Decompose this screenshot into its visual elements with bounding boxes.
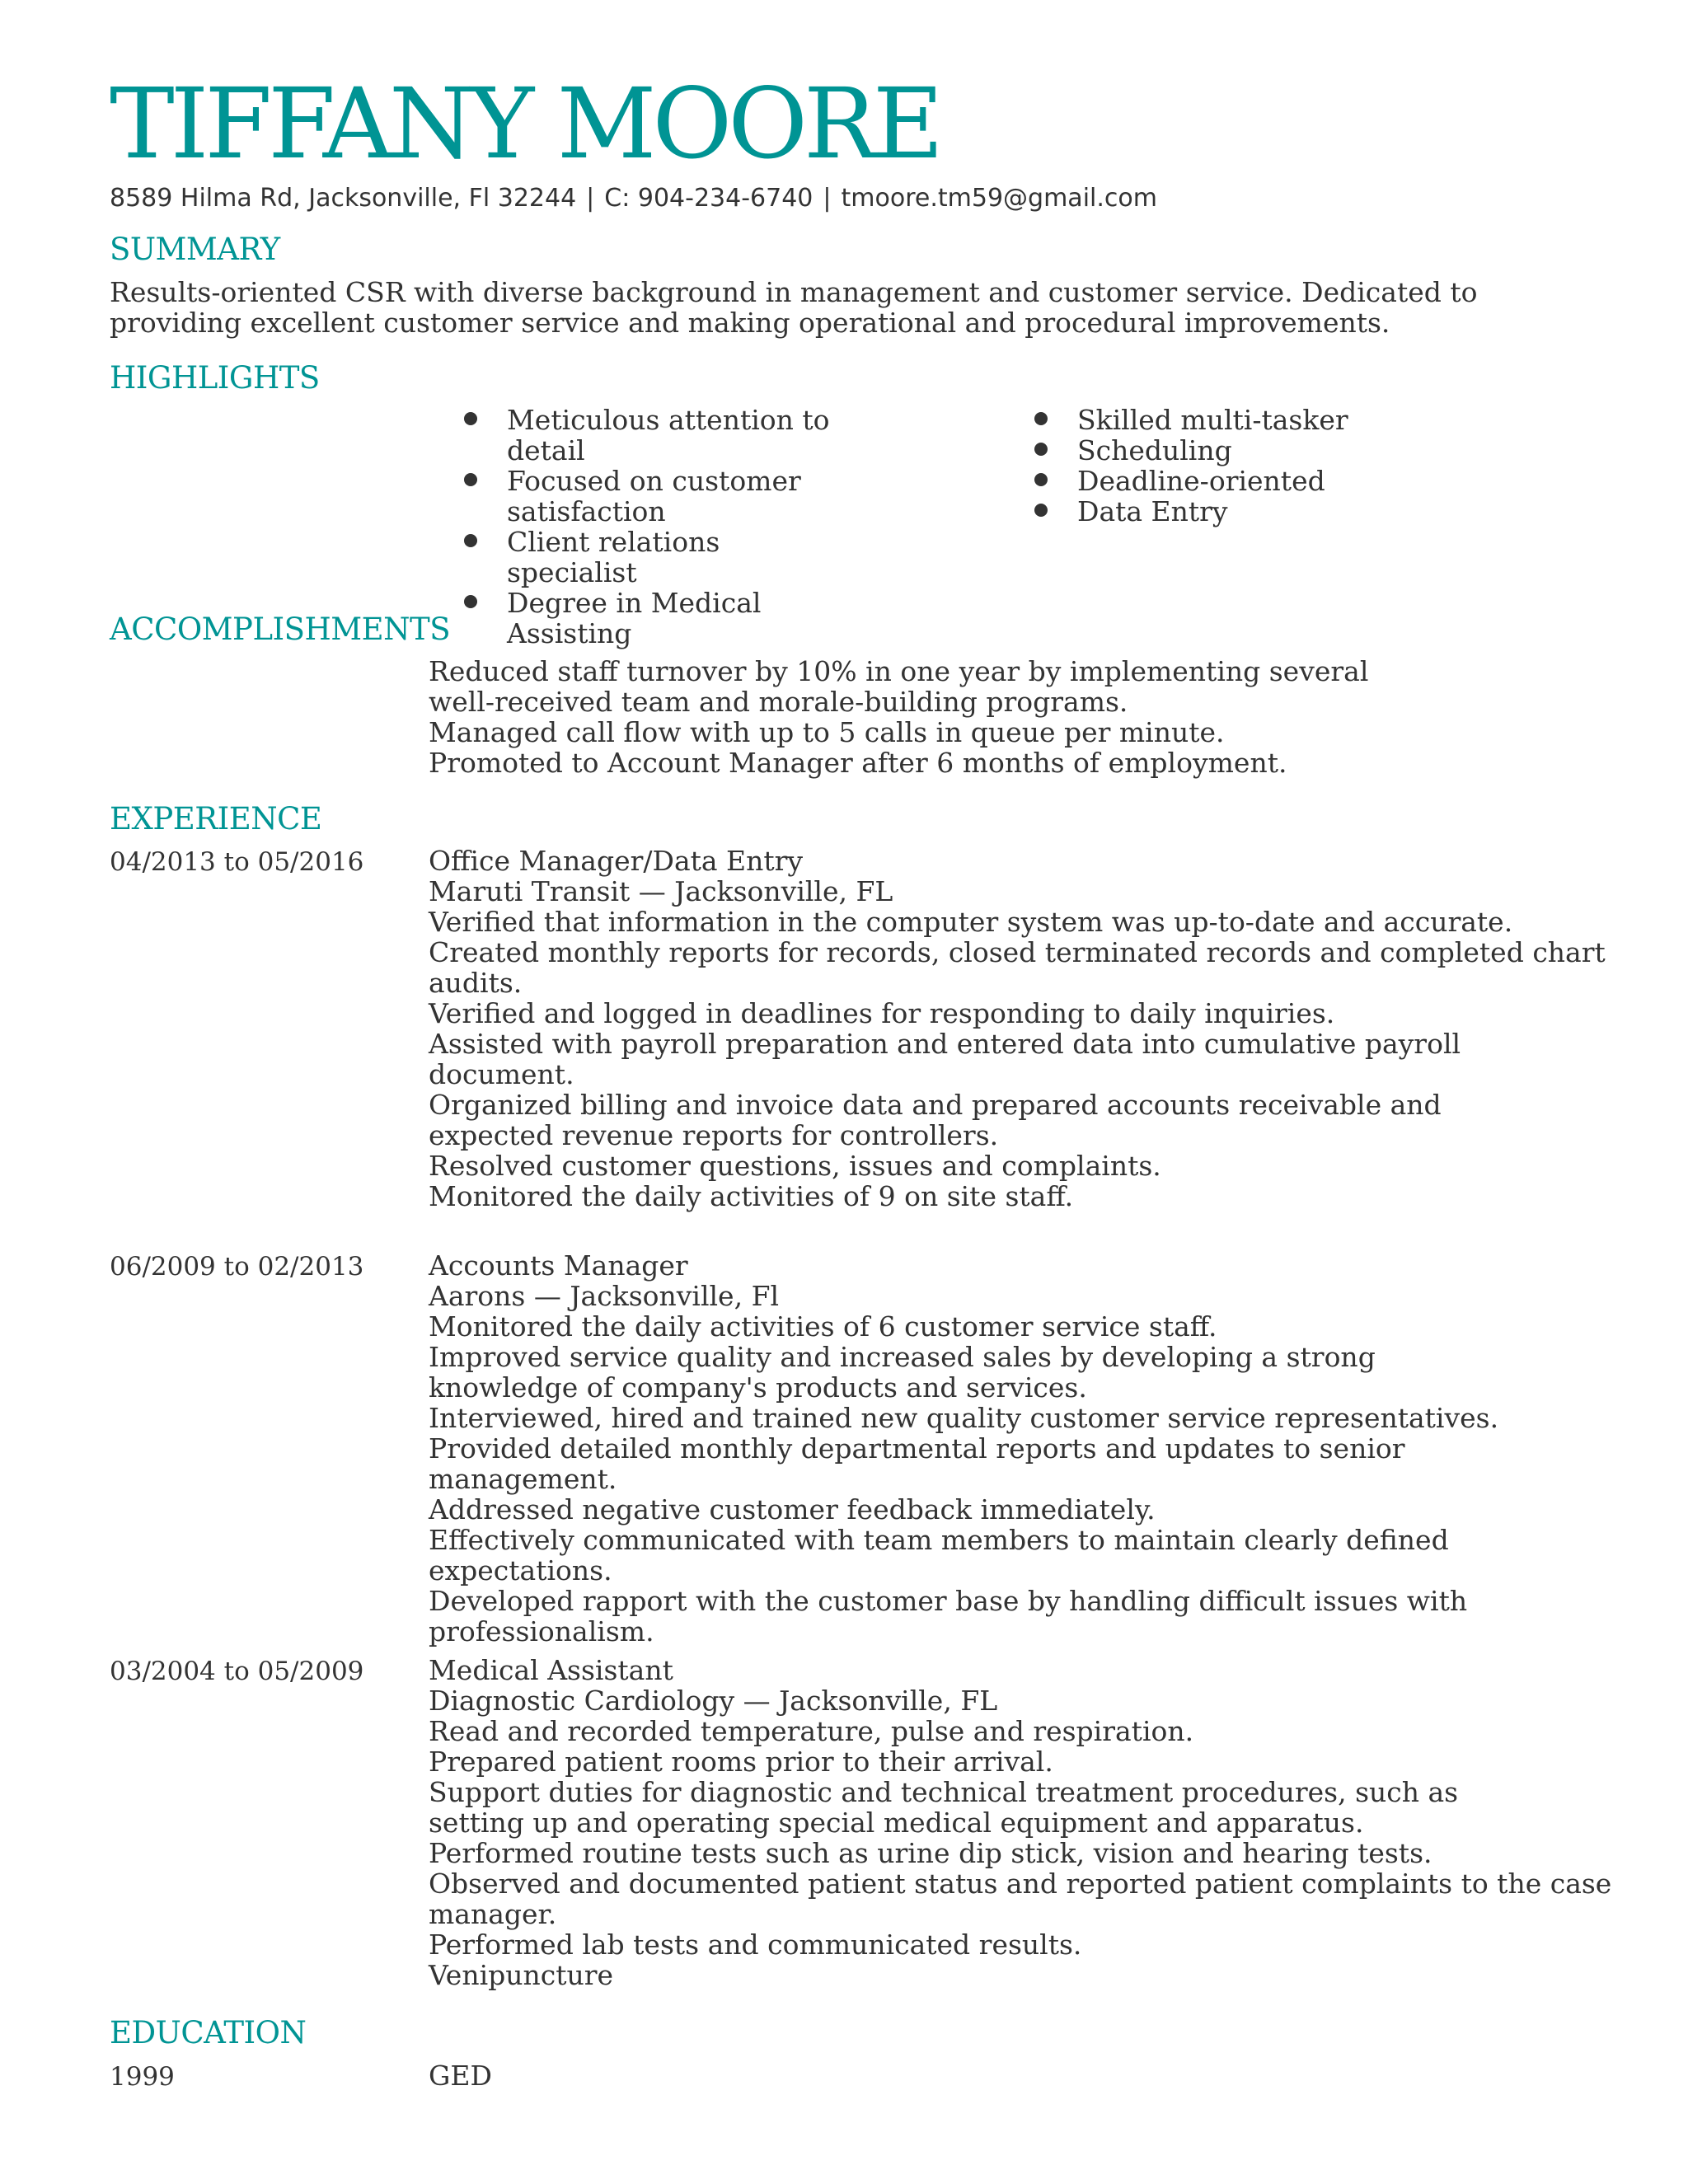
contact-separator: | <box>586 184 595 213</box>
highlights-right-column <box>1034 405 1414 649</box>
bullet-icon <box>1034 473 1048 486</box>
job-duty: Verified that information in the computer system was up-to-date and accurate. <box>429 906 1513 938</box>
education-year: 1999 <box>110 2062 175 2092</box>
job-entry <box>429 1250 1582 1647</box>
list-item: Data Entry <box>1034 496 1414 527</box>
job-entry <box>429 845 1606 1212</box>
job-duty: Verified and logged in deadlines for responding to daily inquiries. <box>429 997 1335 1029</box>
list-item: Degree in Medical Assisting <box>464 588 992 649</box>
bullet-icon <box>464 534 477 547</box>
list-item: Client relations specialist <box>464 527 992 588</box>
list-item: Promoted to Account Manager after 6 months of employment. <box>429 747 1287 779</box>
education-degree: GED <box>429 2060 492 2092</box>
contact-email: tmoore.tm59@gmail.com <box>841 184 1157 213</box>
job-duty: Addressed negative customer feedback immediately. <box>429 1493 1156 1526</box>
bullet-icon <box>1034 504 1048 517</box>
job-duty: Venipuncture <box>429 1959 614 1991</box>
bullet-icon <box>1034 412 1048 425</box>
list-item: Scheduling <box>1034 435 1414 466</box>
list-item: Meticulous attention to detail <box>464 405 992 466</box>
list-item: Focused on customer satisfaction <box>464 466 992 527</box>
job-company: Maruti Transit — Jacksonville, FL <box>429 875 893 907</box>
job-duty: Support duties for diagnostic and technical treatment procedures, such as setting up and operating special medical equipment and apparatus. <box>429 1776 1459 1839</box>
summary-text: Results-oriented CSR with diverse background in management and customer service. Dedicated to providing excellent customer service and making operational and procedural improvements. <box>110 276 1478 339</box>
job-duty: Developed rapport with the customer base by handling difficult issues with professionalism. <box>429 1585 1468 1647</box>
job-duty: Observed and documented patient status and reported patient complaints to the case manager. <box>429 1868 1612 1930</box>
job-duty: Prepared patient rooms prior to their arrival. <box>429 1746 1053 1778</box>
job-duty: Performed lab tests and communicated results. <box>429 1929 1082 1961</box>
contact-separator: | <box>823 184 832 213</box>
contact-line <box>110 182 1578 215</box>
contact-address: 8589 Hilma Rd, Jacksonville, Fl 32244 <box>110 184 577 213</box>
education-entry <box>429 2060 1582 2091</box>
highlights-left-column <box>464 405 992 649</box>
bullet-icon <box>464 595 477 608</box>
experience-heading: EXPERIENCE <box>110 801 322 837</box>
job-duty: Read and recorded temperature, pulse and respiration. <box>429 1715 1194 1747</box>
job-duty: Effectively communicated with team members to maintain clearly defined expectations. <box>429 1524 1449 1586</box>
job-duty: Improved service quality and increased sales by developing a strong knowledge of company's products and services. <box>429 1341 1376 1404</box>
education-heading: EDUCATION <box>110 2015 307 2050</box>
job-dates: 04/2013 to 05/2016 <box>110 847 364 877</box>
accomplishments-list <box>429 656 1500 778</box>
bullet-icon <box>464 412 477 425</box>
contact-phone: C: 904-234-6740 <box>604 184 814 213</box>
job-duty: Created monthly reports for records, closed terminated records and completed chart audits. <box>429 936 1606 999</box>
job-duty: Provided detailed monthly departmental reports and updates to senior management. <box>429 1432 1405 1495</box>
job-duty: Performed routine tests such as urine dip stick, vision and hearing tests. <box>429 1837 1432 1869</box>
candidate-name: TIFFANY MOORE <box>110 67 940 180</box>
resume-page <box>110 67 1612 2092</box>
job-duty: Assisted with payroll preparation and entered data into cumulative payroll document. <box>429 1028 1461 1090</box>
job-title: Medical Assistant <box>429 1654 673 1686</box>
job-duty: Monitored the daily activities of 9 on site staff. <box>429 1180 1074 1212</box>
summary-heading: SUMMARY <box>110 232 280 267</box>
bullet-icon <box>464 473 477 486</box>
job-dates: 03/2004 to 05/2009 <box>110 1657 364 1686</box>
list-item: Deadline-oriented <box>1034 466 1414 496</box>
job-duty: Interviewed, hired and trained new quality customer service representatives. <box>429 1402 1499 1434</box>
job-title: Accounts Manager <box>429 1249 688 1282</box>
job-title: Office Manager/Data Entry <box>429 845 804 877</box>
job-duty: Monitored the daily activities of 6 customer service staff. <box>429 1310 1217 1343</box>
list-item: Managed call flow with up to 5 calls in queue per minute. <box>429 716 1225 748</box>
bullet-icon <box>1034 443 1048 456</box>
accomplishments-heading: ACCOMPLISHMENTS <box>110 612 451 647</box>
job-entry <box>429 1654 1612 1991</box>
job-company: Diagnostic Cardiology — Jacksonville, FL <box>429 1685 998 1717</box>
job-dates: 06/2009 to 02/2013 <box>110 1252 364 1282</box>
job-duty: Organized billing and invoice data and prepared accounts receivable and expected revenue reports for controllers. <box>429 1089 1442 1151</box>
list-item: Reduced staff turnover by 10% in one year by implementing several well-received team and morale-building programs. <box>429 655 1369 718</box>
list-item: Skilled multi-tasker <box>1034 405 1414 435</box>
highlights-list <box>464 405 1536 649</box>
job-company: Aarons — Jacksonville, Fl <box>429 1280 780 1312</box>
job-duty: Resolved customer questions, issues and complaints. <box>429 1150 1161 1182</box>
highlights-heading: HIGHLIGHTS <box>110 360 320 396</box>
